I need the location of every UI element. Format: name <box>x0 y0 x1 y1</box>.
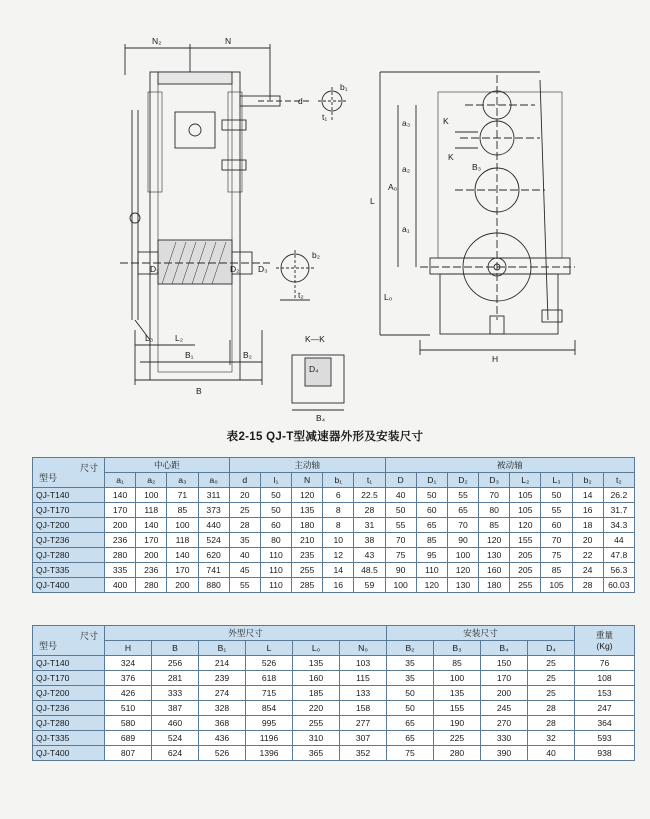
table-row <box>33 656 635 671</box>
table2-col-header: B₃ <box>434 641 481 656</box>
table-cell: 22 <box>572 548 603 563</box>
table-cell: 200 <box>136 548 167 563</box>
table1-col-header: L₃ <box>541 473 572 488</box>
table-cell: 20 <box>229 488 260 503</box>
table-cell: 460 <box>152 716 199 731</box>
table-cell: 38 <box>354 533 385 548</box>
table-cell: 140 <box>136 518 167 533</box>
table-cell: 85 <box>434 656 481 671</box>
table-cell: 120 <box>292 488 323 503</box>
table-cell: 118 <box>167 533 198 548</box>
table-cell: 436 <box>199 731 246 746</box>
table-cell: 35 <box>229 533 260 548</box>
table-cell: 76 <box>575 656 635 671</box>
label-n: N <box>225 36 232 46</box>
table-cell: 105 <box>510 488 541 503</box>
table-cell: 105 <box>541 578 572 593</box>
table-cell: 150 <box>481 656 528 671</box>
table-cell: 200 <box>167 578 198 593</box>
table-cell: 118 <box>136 503 167 518</box>
table1-col-header: N <box>292 473 323 488</box>
table-cell: 352 <box>340 746 387 761</box>
table-cell: 307 <box>340 731 387 746</box>
table-cell: 236 <box>136 563 167 578</box>
table-cell: 274 <box>199 686 246 701</box>
table-cell: 376 <box>105 671 152 686</box>
table-cell: 28 <box>572 578 603 593</box>
table-cell: 333 <box>152 686 199 701</box>
table-cell: 364 <box>575 716 635 731</box>
table-row <box>33 746 635 761</box>
table1-col-header: a₀ <box>198 473 229 488</box>
table-cell: 524 <box>152 731 199 746</box>
table-cell: 120 <box>479 533 510 548</box>
label-d1: D₁ <box>150 264 160 274</box>
label-n2: N₂ <box>152 36 162 46</box>
table-cell: 220 <box>293 701 340 716</box>
table-cell: 50 <box>260 488 291 503</box>
table-cell: 24 <box>572 563 603 578</box>
table-cell: 310 <box>293 731 340 746</box>
table-cell: 14 <box>323 563 354 578</box>
table-cell: 280 <box>136 578 167 593</box>
table-cell: 8 <box>323 503 354 518</box>
table-cell: 40 <box>229 548 260 563</box>
table-cell: 115 <box>340 671 387 686</box>
table-cell: 50 <box>541 488 572 503</box>
table-cell: 160 <box>293 671 340 686</box>
table-cell: 214 <box>199 656 246 671</box>
table-cell: 170 <box>136 533 167 548</box>
table-cell: 255 <box>293 716 340 731</box>
table-cell: 110 <box>260 578 291 593</box>
table-row <box>33 716 635 731</box>
table-cell: 90 <box>385 563 416 578</box>
table-cell: 90 <box>447 533 478 548</box>
table1-col-header: b₁ <box>323 473 354 488</box>
table-cell: 14 <box>572 488 603 503</box>
table-row <box>33 548 635 563</box>
table-cell: 25 <box>528 671 575 686</box>
row-model: QJ-T170 <box>33 503 105 518</box>
row-model: QJ-T335 <box>33 563 105 578</box>
table1-col-header: l₁ <box>260 473 291 488</box>
label-b2-upper: B₂ <box>243 350 252 360</box>
label-k-top: K <box>443 116 449 126</box>
table-cell: 440 <box>198 518 229 533</box>
table2-col-header: H <box>105 641 152 656</box>
table-cell: 110 <box>260 548 291 563</box>
table2-corner: 尺寸 型号 <box>33 626 105 656</box>
table-cell: 190 <box>434 716 481 731</box>
table-cell: 100 <box>136 488 167 503</box>
row-model: QJ-T200 <box>33 686 105 701</box>
table-cell: 205 <box>510 563 541 578</box>
table-cell: 100 <box>167 518 198 533</box>
table1-column-header <box>33 473 635 488</box>
label-l3: L₃ <box>145 333 154 343</box>
table-cell: 95 <box>416 548 447 563</box>
spec-table-2 <box>32 625 635 761</box>
label-b2: b₂ <box>312 250 321 260</box>
label-b4: B₄ <box>316 413 326 423</box>
table-cell: 18 <box>572 518 603 533</box>
table-cell: 35 <box>387 671 434 686</box>
table1-col-header: t₁ <box>354 473 385 488</box>
table-cell: 59 <box>354 578 385 593</box>
table-cell: 12 <box>323 548 354 563</box>
table-cell: 239 <box>199 671 246 686</box>
table-cell: 170 <box>105 503 136 518</box>
label-k-mid: K <box>448 152 454 162</box>
table-cell: 70 <box>447 518 478 533</box>
table1-col-header: L₂ <box>510 473 541 488</box>
table-cell: 55 <box>229 578 260 593</box>
table-cell: 153 <box>575 686 635 701</box>
label-a3: a₃ <box>402 118 411 128</box>
label-a1: a₁ <box>402 224 410 234</box>
table-cell: 245 <box>481 701 528 716</box>
table-cell: 65 <box>387 731 434 746</box>
table-cell: 50 <box>385 503 416 518</box>
table-cell: 185 <box>293 686 340 701</box>
table2-col-header: N₀ <box>340 641 387 656</box>
label-d4: D₄ <box>309 364 319 374</box>
table-cell: 28 <box>528 716 575 731</box>
table-cell: 689 <box>105 731 152 746</box>
table-cell: 135 <box>293 656 340 671</box>
table-cell: 65 <box>416 518 447 533</box>
table-cell: 120 <box>447 563 478 578</box>
table-cell: 85 <box>541 563 572 578</box>
row-model: QJ-T280 <box>33 548 105 563</box>
table-cell: 618 <box>246 671 293 686</box>
table2-col-header: L₀ <box>293 641 340 656</box>
table-cell: 1196 <box>246 731 293 746</box>
table-cell: 85 <box>167 503 198 518</box>
label-a0: A₀ <box>388 182 398 192</box>
table-cell: 255 <box>510 578 541 593</box>
table2-col-header: B₂ <box>387 641 434 656</box>
table1-col-header: t₂ <box>603 473 634 488</box>
table-row <box>33 533 635 548</box>
table-cell: 25 <box>528 656 575 671</box>
table-cell: 100 <box>385 578 416 593</box>
table-cell: 60 <box>541 518 572 533</box>
table-cell: 277 <box>340 716 387 731</box>
table2-group-install: 安装尺寸 <box>387 626 575 641</box>
table-cell: 580 <box>105 716 152 731</box>
table-cell: 281 <box>152 671 199 686</box>
label-L: L <box>370 196 375 206</box>
table-cell: 40 <box>528 746 575 761</box>
table-cell: 8 <box>323 518 354 533</box>
table-cell: 16 <box>572 503 603 518</box>
table-row <box>33 578 635 593</box>
table-cell: 75 <box>541 548 572 563</box>
table1-col-header: d <box>229 473 260 488</box>
table-cell: 236 <box>105 533 136 548</box>
label-d2: D₂ <box>230 264 240 274</box>
table1-group-driven: 被动轴 <box>385 458 634 473</box>
table-cell: 1396 <box>246 746 293 761</box>
table-cell: 140 <box>105 488 136 503</box>
table2-group-weight: 重量 (Kg) <box>575 626 635 656</box>
table-cell: 938 <box>575 746 635 761</box>
table-cell: 526 <box>199 746 246 761</box>
row-model: QJ-T236 <box>33 701 105 716</box>
table-cell: 31 <box>354 518 385 533</box>
table-cell: 44 <box>603 533 634 548</box>
table1-col-header: D₃ <box>479 473 510 488</box>
table-cell: 28 <box>229 518 260 533</box>
table-cell: 25 <box>528 686 575 701</box>
table-cell: 40 <box>385 488 416 503</box>
table-cell: 100 <box>447 548 478 563</box>
table-cell: 200 <box>105 518 136 533</box>
table-row <box>33 731 635 746</box>
table-cell: 155 <box>510 533 541 548</box>
table-cell: 135 <box>434 686 481 701</box>
row-model: QJ-T400 <box>33 578 105 593</box>
table-cell: 247 <box>575 701 635 716</box>
table-cell: 158 <box>340 701 387 716</box>
table-row <box>33 671 635 686</box>
table-cell: 31.7 <box>603 503 634 518</box>
table-cell: 324 <box>105 656 152 671</box>
table1-col-header: a₂ <box>136 473 167 488</box>
label-b3: B₃ <box>472 162 482 172</box>
table-cell: 170 <box>481 671 528 686</box>
table-cell: 28 <box>354 503 385 518</box>
table-cell: 160 <box>479 563 510 578</box>
table-cell: 55 <box>385 518 416 533</box>
table-cell: 368 <box>199 716 246 731</box>
table-caption: 表2-15 QJ-T型减速器外形及安装尺寸 <box>226 431 424 443</box>
table-cell: 103 <box>340 656 387 671</box>
table-cell: 510 <box>105 701 152 716</box>
table-cell: 25 <box>229 503 260 518</box>
table-cell: 20 <box>572 533 603 548</box>
table-cell: 715 <box>246 686 293 701</box>
table1-col-header: D₂ <box>447 473 478 488</box>
table-cell: 390 <box>481 746 528 761</box>
table-cell: 75 <box>385 548 416 563</box>
table1-col-header: a₁ <box>105 473 136 488</box>
label-section: K—K <box>305 334 325 344</box>
row-model: QJ-T335 <box>33 731 105 746</box>
table-cell: 365 <box>293 746 340 761</box>
table-cell: 330 <box>481 731 528 746</box>
table-cell: 335 <box>105 563 136 578</box>
table-cell: 280 <box>105 548 136 563</box>
table-row <box>33 686 635 701</box>
table-cell: 373 <box>198 503 229 518</box>
table-cell: 80 <box>479 503 510 518</box>
table2-col-header: B₁ <box>199 641 246 656</box>
table-cell: 56.3 <box>603 563 634 578</box>
table-cell: 43 <box>354 548 385 563</box>
table1-group-driving: 主动轴 <box>229 458 385 473</box>
table-cell: 135 <box>292 503 323 518</box>
row-model: QJ-T170 <box>33 671 105 686</box>
table-cell: 48.5 <box>354 563 385 578</box>
table2-col-header: L <box>246 641 293 656</box>
table-cell: 255 <box>292 563 323 578</box>
table-row <box>33 563 635 578</box>
table2-column-header <box>33 641 635 656</box>
label-l2: L₂ <box>175 333 184 343</box>
table-cell: 32 <box>528 731 575 746</box>
table-cell: 85 <box>479 518 510 533</box>
table-cell: 311 <box>198 488 229 503</box>
table-cell: 80 <box>260 533 291 548</box>
table-cell: 387 <box>152 701 199 716</box>
table-cell: 26.2 <box>603 488 634 503</box>
table-cell: 624 <box>152 746 199 761</box>
table-cell: 741 <box>198 563 229 578</box>
table-cell: 210 <box>292 533 323 548</box>
label-a2: a₂ <box>402 164 411 174</box>
table1-group-center: 中心距 <box>105 458 230 473</box>
table-cell: 50 <box>260 503 291 518</box>
table-cell: 620 <box>198 548 229 563</box>
table-cell: 180 <box>479 578 510 593</box>
label-b1-upper: B₁ <box>185 350 194 360</box>
table-cell: 225 <box>434 731 481 746</box>
table-cell: 426 <box>105 686 152 701</box>
table-cell: 45 <box>229 563 260 578</box>
table-cell: 120 <box>416 578 447 593</box>
table-cell: 285 <box>292 578 323 593</box>
table-cell: 205 <box>510 548 541 563</box>
table-cell: 108 <box>575 671 635 686</box>
table-cell: 34.3 <box>603 518 634 533</box>
table-row <box>33 488 635 503</box>
table-row <box>33 503 635 518</box>
label-d3: D₃ <box>258 264 268 274</box>
table-cell: 526 <box>246 656 293 671</box>
label-h: H <box>492 354 499 364</box>
table-cell: 130 <box>447 578 478 593</box>
table1-col-header: b₂ <box>572 473 603 488</box>
table-cell: 16 <box>323 578 354 593</box>
table-cell: 130 <box>479 548 510 563</box>
table-cell: 28 <box>528 701 575 716</box>
table-cell: 170 <box>167 563 198 578</box>
table-cell: 995 <box>246 716 293 731</box>
table-cell: 70 <box>385 533 416 548</box>
table-cell: 70 <box>479 488 510 503</box>
row-model: QJ-T280 <box>33 716 105 731</box>
label-t2: t₂ <box>298 290 304 300</box>
table-cell: 50 <box>416 488 447 503</box>
table-cell: 60 <box>416 503 447 518</box>
table-cell: 270 <box>481 716 528 731</box>
row-model: QJ-T236 <box>33 533 105 548</box>
label-L0: L₀ <box>384 292 393 302</box>
table-cell: 71 <box>167 488 198 503</box>
table-cell: 280 <box>434 746 481 761</box>
table-cell: 256 <box>152 656 199 671</box>
table-cell: 65 <box>387 716 434 731</box>
table-cell: 133 <box>340 686 387 701</box>
table-cell: 75 <box>387 746 434 761</box>
table-cell: 50 <box>387 701 434 716</box>
row-model: QJ-T400 <box>33 746 105 761</box>
table2-col-header: B₄ <box>481 641 528 656</box>
label-d: d <box>298 96 303 106</box>
spec-table-1 <box>32 457 635 593</box>
table-cell: 55 <box>447 488 478 503</box>
table1-col-header: D₁ <box>416 473 447 488</box>
table-cell: 854 <box>246 701 293 716</box>
table-cell: 65 <box>447 503 478 518</box>
table-cell: 110 <box>260 563 291 578</box>
label-b: B <box>196 386 202 396</box>
table-cell: 50 <box>387 686 434 701</box>
table-cell: 400 <box>105 578 136 593</box>
table-cell: 880 <box>198 578 229 593</box>
label-t1: t₁ <box>322 112 328 122</box>
table-cell: 6 <box>323 488 354 503</box>
table-cell: 60.03 <box>603 578 634 593</box>
table-cell: 100 <box>434 671 481 686</box>
table-cell: 10 <box>323 533 354 548</box>
table-cell: 105 <box>510 503 541 518</box>
table-cell: 140 <box>167 548 198 563</box>
table-cell: 47.8 <box>603 548 634 563</box>
table-cell: 85 <box>416 533 447 548</box>
table2-group-outline: 外型尺寸 <box>105 626 387 641</box>
table-cell: 60 <box>260 518 291 533</box>
table-cell: 524 <box>198 533 229 548</box>
table1-corner: 尺寸 型号 <box>33 458 105 488</box>
table-cell: 35 <box>387 656 434 671</box>
table-cell: 200 <box>481 686 528 701</box>
table-cell: 55 <box>541 503 572 518</box>
table2-col-header: D₄ <box>528 641 575 656</box>
table2-col-header: B <box>152 641 199 656</box>
table-cell: 328 <box>199 701 246 716</box>
table-row <box>33 701 635 716</box>
table-cell: 235 <box>292 548 323 563</box>
table-row <box>33 518 635 533</box>
table-cell: 180 <box>292 518 323 533</box>
table-cell: 807 <box>105 746 152 761</box>
table1-col-header: a₃ <box>167 473 198 488</box>
table-cell: 110 <box>416 563 447 578</box>
label-b1: b₁ <box>340 82 348 92</box>
table1-col-header: D <box>385 473 416 488</box>
table-cell: 155 <box>434 701 481 716</box>
table-cell: 22.5 <box>354 488 385 503</box>
table-cell: 593 <box>575 731 635 746</box>
row-model: QJ-T200 <box>33 518 105 533</box>
row-model: QJ-T140 <box>33 656 105 671</box>
row-model: QJ-T140 <box>33 488 105 503</box>
table-cell: 70 <box>541 533 572 548</box>
table-cell: 120 <box>510 518 541 533</box>
